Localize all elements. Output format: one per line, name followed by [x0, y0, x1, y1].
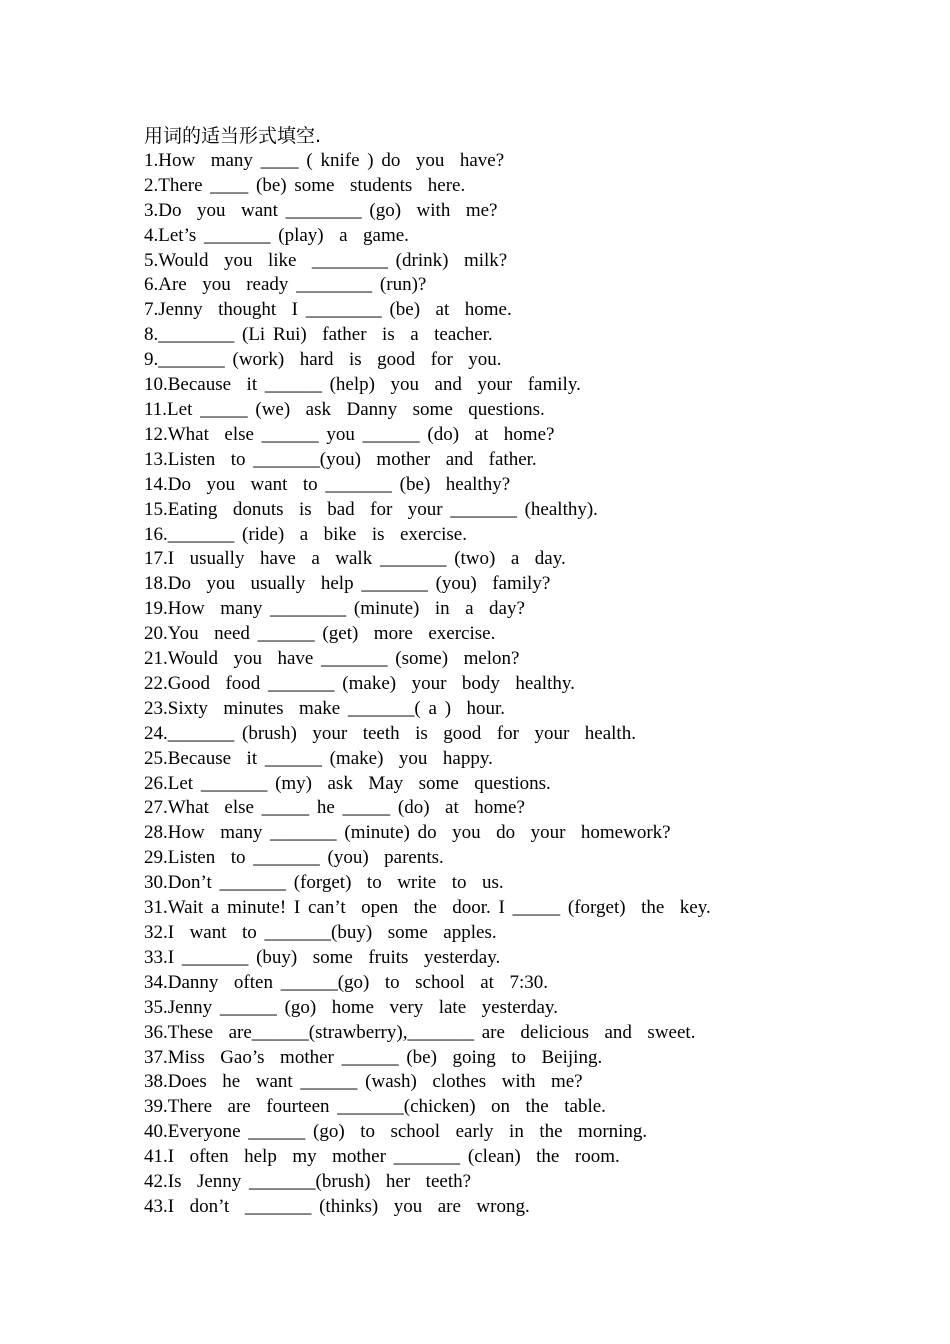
exercise-list: [144, 149, 844, 1220]
exercise-item: 29.Listen to _______ (you) parents.: [144, 847, 444, 869]
exercise-item: 22.Good food _______ (make) your body healthy.: [144, 672, 575, 694]
exercise-item: 3.Do you want ________ (go) with me?: [144, 199, 498, 221]
exercise-item: 43.I don’t _______ (thinks) you are wrong.: [144, 1195, 530, 1217]
exercise-item: 2.There ____ (be) some students here.: [144, 174, 466, 196]
exercise-item: 31.Wait a minute! I can’t open the door. I _____ (forget) the key.: [144, 897, 711, 919]
exercise-item: 38.Does he want ______ (wash) clothes with me?: [144, 1071, 583, 1093]
exercise-item: 42.Is Jenny _______(brush) her teeth?: [144, 1171, 472, 1193]
exercise-item: 4.Let’s _______ (play) a game.: [144, 224, 409, 246]
exercise-item: 39.There are fourteen _______(chicken) on the table.: [144, 1096, 606, 1118]
exercise-item: 34.Danny often ______(go) to school at 7:30.: [144, 971, 548, 993]
exercise-item: 12.What else ______ you ______ (do) at home?: [144, 423, 555, 445]
exercise-item: 10.Because it ______ (help) you and your family.: [144, 374, 581, 396]
exercise-item: 15.Eating donuts is bad for your _______ (healthy).: [144, 498, 598, 520]
exercise-content: [144, 124, 844, 1220]
exercise-item: 17.I usually have a walk _______ (two) a day.: [144, 548, 566, 570]
exercise-item: 36.These are______(strawberry),_______ are delicious and sweet.: [144, 1021, 696, 1043]
exercise-title: 用词的适当形式填空.: [144, 125, 322, 147]
exercise-item: 33.I _______ (buy) some fruits yesterday.: [144, 946, 501, 968]
exercise-item: 26.Let _______ (my) ask May some questions.: [144, 772, 551, 794]
exercise-item: 16._______ (ride) a bike is exercise.: [144, 523, 467, 545]
exercise-item: 9._______ (work) hard is good for you.: [144, 349, 502, 371]
exercise-item: 35.Jenny ______ (go) home very late yesterday.: [144, 996, 558, 1018]
exercise-item: 8.________ (Li Rui) father is a teacher.: [144, 324, 493, 346]
exercise-item: 32.I want to _______(buy) some apples.: [144, 922, 497, 943]
exercise-item: 27.What else _____ he _____ (do) at home?: [144, 797, 525, 819]
exercise-item: 23.Sixty minutes make _______( a ) hour.: [144, 697, 506, 719]
exercise-item: 20.You need ______ (get) more exercise.: [144, 623, 496, 645]
exercise-item: 14.Do you want to _______ (be) healthy?: [144, 473, 511, 495]
exercise-item: 30.Don’t _______ (forget) to write to us.: [144, 872, 504, 894]
exercise-item: 40.Everyone ______ (go) to school early in the morning.: [144, 1121, 648, 1143]
exercise-item: 25.Because it ______ (make) you happy.: [144, 747, 493, 769]
exercise-item: 1.How many ____ ( knife ) do you have?: [144, 149, 505, 171]
exercise-item: 41.I often help my mother _______ (clean) the room.: [144, 1146, 620, 1168]
exercise-item: 13.Listen to _______(you) mother and father.: [144, 448, 537, 470]
exercise-item: 37.Miss Gao’s mother ______ (be) going to Beijing.: [144, 1046, 603, 1068]
exercise-item: 28.How many _______ (minute) do you do your homework?: [144, 822, 671, 844]
exercise-item: 5.Would you like ________ (drink) milk?: [144, 249, 508, 271]
exercise-item: 24._______ (brush) your teeth is good for your health.: [144, 722, 636, 744]
exercise-item: 6.Are you ready ________ (run)?: [144, 274, 427, 296]
exercise-item: 11.Let _____ (we) ask Danny some questions.: [144, 398, 545, 420]
exercise-item: 21.Would you have _______ (some) melon?: [144, 648, 520, 670]
exercise-item: 18.Do you usually help _______ (you) family?: [144, 573, 551, 595]
exercise-item: 19.How many ________ (minute) in a day?: [144, 598, 525, 620]
exercise-item: 7.Jenny thought I ________ (be) at home.: [144, 299, 512, 321]
